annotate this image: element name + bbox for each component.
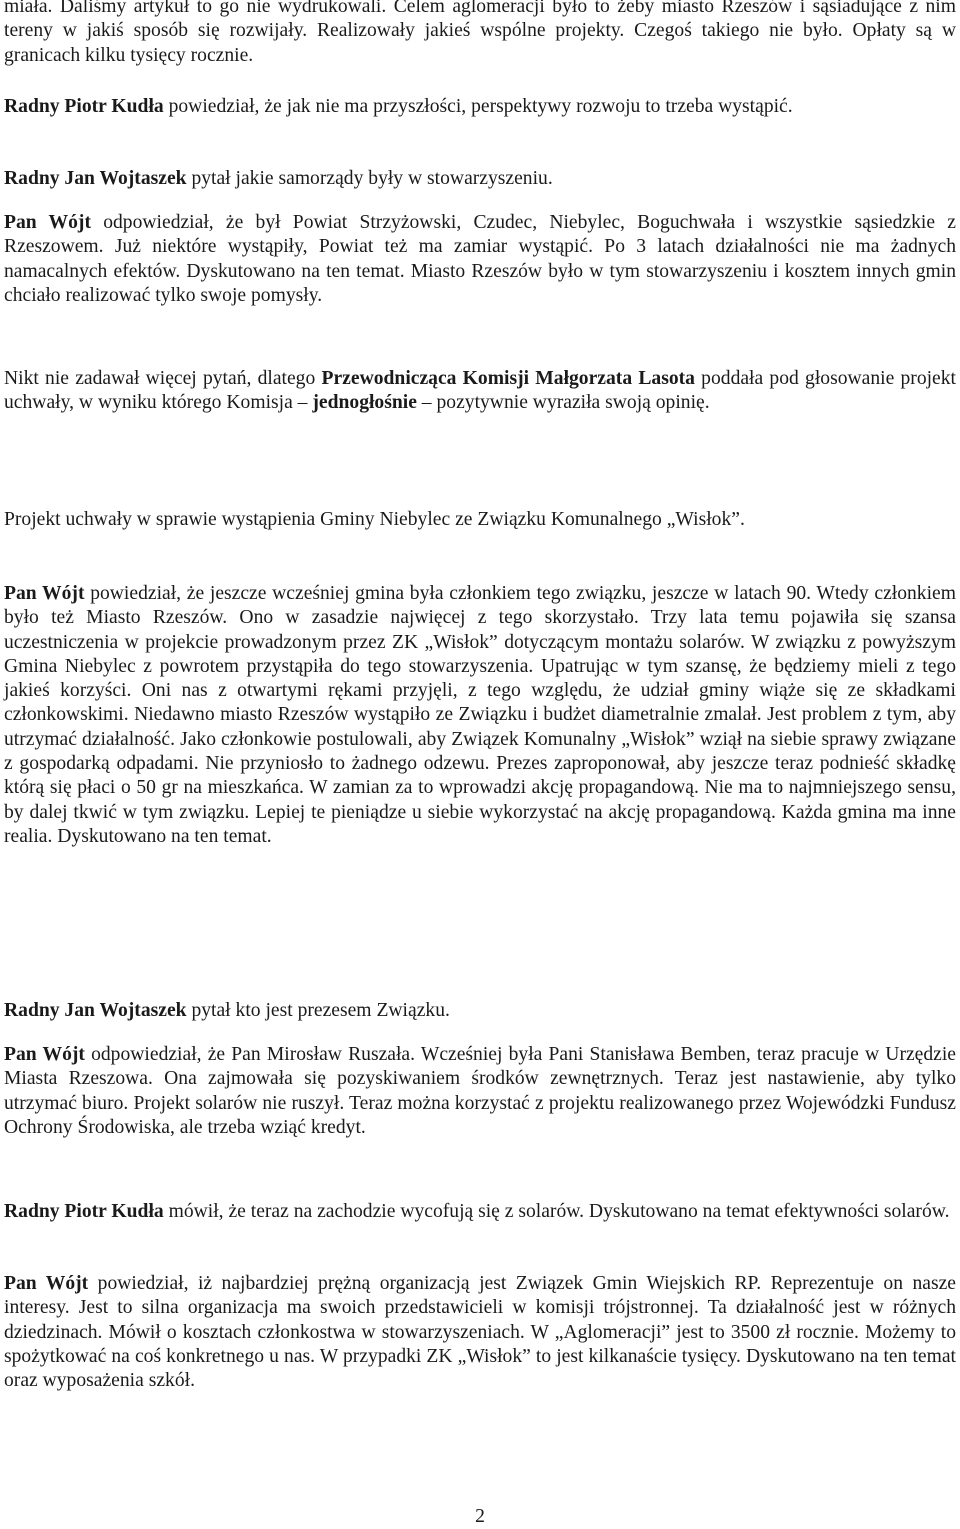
paragraph — [4, 582, 956, 849]
paragraph — [4, 1272, 956, 1393]
paragraph — [4, 0, 956, 68]
paragraph — [4, 211, 956, 308]
bold-text: Radny Jan Wojtaszek — [4, 168, 187, 189]
text-segment: – pozytywnie wyraziła swoją opinię. — [416, 392, 710, 414]
text-segment: miała. Daliśmy artykuł to go nie wydrukowali. Celem aglomeracji było to żeby miasto Rzeszów i sąsiadujące z nim tereny w jakiś sposób się rozwijały. Realizowały jakieś wspólne projekty. Czegoś takiego nie było. Opłaty są w granicach kilku tysięcy rocznie. — [4, 0, 956, 66]
text-segment: powiedział, że jeszcze wcześniej gmina była członkiem tego związku, jeszcze w latach 90. Wtedy członkiem było też Miasto Rzeszów. Ono w zasadzie najwięcej z tego skorzystało. Trzy lata temu pojawiła się szansa uczestniczenia w projekcie prowadzonym przez ZK „Wisłok” dotyczącym montażu solarów. W związku z powyższym Gmina Niebylec z powrotem przystąpiła do tego stowarzyszenia. Upatrując w tym szansę, że będziemy mieli z tego jakieś korzyści. Oni nas z otwartymi rękami przyjęli, z tego względu, że udział gminy wiąże się ze składkami członkowskimi. Niedawno miasto Rzeszów wystąpiło ze Związku i budżet diametralnie zmalał. Jest problem z tym, aby utrzymać działalność. Jako członkowie postulowali, aby Związek Komunalny „Wisłok” wziął na siebie sprawy związane z gospodarką odpadami. Nie przyniosło to żadnego odzewu. Prezes zaproponował, aby jeszcze teraz podnieść składkę którą się płaci o 50 gr na mieszkańca. W zamian za to wprowadzi akcję propagandową. Nie ma to najmniejszego sensu, by dalej tkwić w tym związku. Lepiej te pieniądze u siebie wykorzystać na akcję propagandową. Każda gmina ma inne realia. Dyskutowano na ten temat. — [4, 583, 956, 847]
text-segment: poddała pod głosowanie projekt uchwały, w wyniku którego Komisja – — [4, 368, 956, 414]
text-segment: powiedział, iż najbardziej prężną organizacją jest Związek Gmin Wiejskich RP. Reprezentuje on nasze interesy. Jest to silna organizacja ma swoich przedstawicieli w komisji trójstronnej. Ta działalność jest w różnych dziedzinach. Mówił o kosztach członkostwa w stowarzyszeniach. W „Aglomeracji” jest to 3500 zł rocznie. Możemy to spożytkować na coś konkretnego u nas. W przypadki ZK „Wisłok” to jest kilkanaście tysięcy. Dyskutowano na ten temat oraz wyposażenia szkół. — [4, 1273, 956, 1392]
paragraph — [4, 508, 956, 532]
paragraph — [4, 167, 956, 191]
text-segment: pytał jakie samorządy były w stowarzyszeniu. — [186, 168, 553, 189]
bold-text: Radny Piotr Kudła — [4, 1201, 164, 1222]
bold-text: Pan Wójt — [4, 1044, 85, 1065]
page-number: 2 — [475, 1506, 485, 1527]
paragraph — [4, 95, 956, 119]
text-segment: odpowiedział, że był Powiat Strzyżowski, Czudec, Niebylec, Boguchwała i wszystkie sąsiedzkie z Rzeszowem. Już niektóre wystąpiły, Powiat też ma zamiar wystąpić. Po 3 latach działalności nie ma żadnych namacalnych efektów. Dyskutowano na ten temat. Miasto Rzeszów było w tym stowarzyszeniu i kosztem innych gmin chciało realizować tylko swoje pomysły. — [4, 212, 956, 306]
text-segment: odpowiedział, że Pan Mirosław Ruszała. Wcześniej była Pani Stanisława Bemben, teraz pracuje w Urzędzie Miasta Rzeszowa. Ona zajmowała się pozyskiwaniem środków zewnętrznych. Teraz jest nastawienie, aby tylko utrzymać biuro. Projekt solarów nie ruszył. Teraz można korzystać z projektu realizowanego przez Wojewódzki Fundusz Ochrony Środowiska, ale trzeba wziąć kredyt. — [4, 1044, 956, 1138]
paragraph — [4, 367, 956, 416]
text-segment: Projekt uchwały w sprawie wystąpienia Gminy Niebylec ze Związku Komunalnego „Wisłok”. — [4, 509, 745, 530]
text-segment: mówił, że teraz na zachodzie wycofują się z solarów. Dyskutowano na temat efektywności solarów. — [163, 1201, 950, 1222]
text-segment: Nikt nie zadawał więcej pytań, dlatego — [4, 368, 322, 389]
text-segment: pytał kto jest prezesem Związku. — [186, 1000, 450, 1021]
bold-text: Radny Piotr Kudła — [4, 96, 164, 117]
bold-text: jednogłośnie — [312, 392, 417, 414]
bold-text: Pan Wójt — [4, 1273, 89, 1294]
bold-text: Radny Jan Wojtaszek — [4, 1000, 187, 1021]
paragraph — [4, 1043, 956, 1140]
bold-text: Pan Wójt — [4, 212, 91, 233]
paragraph — [4, 999, 956, 1023]
bold-text: Pan Wójt — [4, 583, 85, 604]
paragraph — [4, 1200, 956, 1224]
bold-text: Przewodnicząca Komisji Małgorzata Lasota — [321, 368, 695, 389]
text-segment: powiedział, że jak nie ma przyszłości, perspektywy rozwoju to trzeba wystąpić. — [163, 96, 793, 117]
